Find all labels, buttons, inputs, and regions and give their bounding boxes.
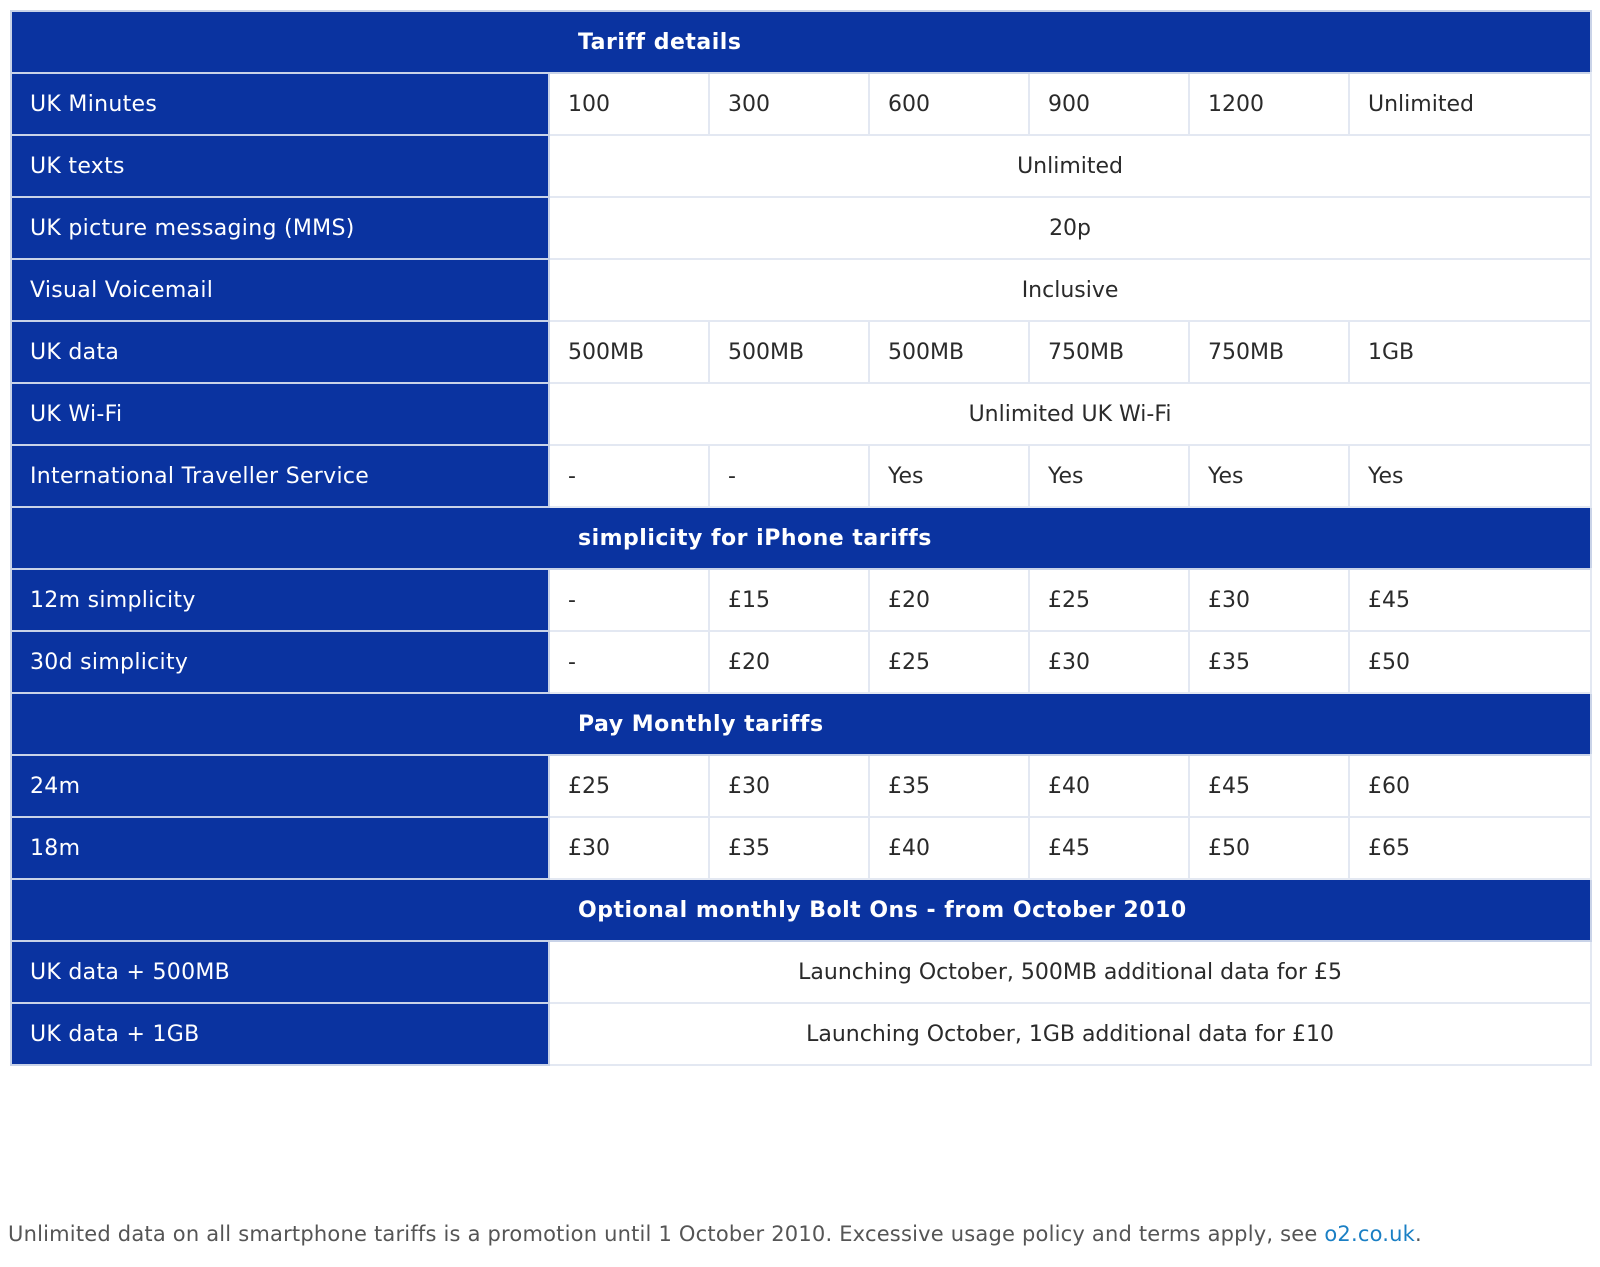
merged-value-cell: Launching October, 1GB additional data for £10 xyxy=(549,1003,1591,1065)
section-header-row xyxy=(11,879,1591,941)
value-cell: £45 xyxy=(1189,755,1349,817)
table-row xyxy=(11,135,1591,197)
value-cell: £20 xyxy=(709,631,869,693)
value-cell: - xyxy=(549,631,709,693)
section-header-row xyxy=(11,11,1591,73)
table-row xyxy=(11,383,1591,445)
value-cell: - xyxy=(549,445,709,507)
value-cell: 500MB xyxy=(869,321,1029,383)
value-cell: 500MB xyxy=(709,321,869,383)
row-label: 24m xyxy=(11,755,549,817)
merged-value-cell: 20p xyxy=(549,197,1591,259)
table-row xyxy=(11,817,1591,879)
table-row xyxy=(11,445,1591,507)
section-title: Pay Monthly tariffs xyxy=(11,693,1591,755)
value-cell: - xyxy=(709,445,869,507)
row-label: UK Minutes xyxy=(11,73,549,135)
row-label: 30d simplicity xyxy=(11,631,549,693)
value-cell: £30 xyxy=(1029,631,1189,693)
value-cell: £35 xyxy=(1189,631,1349,693)
value-cell: Yes xyxy=(869,445,1029,507)
value-cell: 600 xyxy=(869,73,1029,135)
value-cell: Yes xyxy=(1029,445,1189,507)
row-label: International Traveller Service xyxy=(11,445,549,507)
value-cell: 1GB xyxy=(1349,321,1591,383)
value-cell: 1200 xyxy=(1189,73,1349,135)
value-cell: Yes xyxy=(1349,445,1591,507)
value-cell: 100 xyxy=(549,73,709,135)
value-cell: £30 xyxy=(549,817,709,879)
value-cell: £30 xyxy=(1189,569,1349,631)
merged-value-cell: Inclusive xyxy=(549,259,1591,321)
section-title: Optional monthly Bolt Ons - from October 2010 xyxy=(11,879,1591,941)
row-label: UK data + 500MB xyxy=(11,941,549,1003)
value-cell: 900 xyxy=(1029,73,1189,135)
value-cell: 750MB xyxy=(1189,321,1349,383)
value-cell: - xyxy=(549,569,709,631)
value-cell: 500MB xyxy=(549,321,709,383)
o2-link[interactable]: o2.co.uk xyxy=(1324,1222,1416,1246)
value-cell: £45 xyxy=(1029,817,1189,879)
table-row xyxy=(11,631,1591,693)
value-cell: £65 xyxy=(1349,817,1591,879)
value-cell: £35 xyxy=(709,817,869,879)
section-header-row xyxy=(11,507,1591,569)
section-title: Tariff details xyxy=(11,11,1591,73)
value-cell: £30 xyxy=(709,755,869,817)
merged-value-cell: Launching October, 500MB additional data for £5 xyxy=(549,941,1591,1003)
value-cell: £25 xyxy=(549,755,709,817)
value-cell: £50 xyxy=(1349,631,1591,693)
value-cell: £50 xyxy=(1189,817,1349,879)
value-cell: £35 xyxy=(869,755,1029,817)
value-cell: £40 xyxy=(1029,755,1189,817)
table-row xyxy=(11,321,1591,383)
row-label: Visual Voicemail xyxy=(11,259,549,321)
table-row xyxy=(11,569,1591,631)
table-row xyxy=(11,755,1591,817)
row-label: UK texts xyxy=(11,135,549,197)
table-row xyxy=(11,941,1591,1003)
section-title: simplicity for iPhone tariffs xyxy=(11,507,1591,569)
value-cell: £60 xyxy=(1349,755,1591,817)
value-cell: Unlimited xyxy=(1349,73,1591,135)
footnote xyxy=(8,1222,1422,1246)
footnote-text: Unlimited data on all smartphone tariffs is a promotion until 1 October 2010. Excessive usage policy and terms apply, see xyxy=(8,1222,1325,1246)
table-row xyxy=(11,73,1591,135)
tariff-table xyxy=(10,10,1592,1066)
table-row xyxy=(11,197,1591,259)
row-label: UK data xyxy=(11,321,549,383)
merged-value-cell: Unlimited xyxy=(549,135,1591,197)
value-cell: £20 xyxy=(869,569,1029,631)
value-cell: 300 xyxy=(709,73,869,135)
value-cell: £40 xyxy=(869,817,1029,879)
table-row xyxy=(11,1003,1591,1065)
row-label: 18m xyxy=(11,817,549,879)
value-cell: £25 xyxy=(869,631,1029,693)
value-cell: 750MB xyxy=(1029,321,1189,383)
footnote-end: . xyxy=(1415,1222,1422,1246)
table-row xyxy=(11,259,1591,321)
value-cell: £25 xyxy=(1029,569,1189,631)
row-label: 12m simplicity xyxy=(11,569,549,631)
row-label: UK Wi-Fi xyxy=(11,383,549,445)
value-cell: Yes xyxy=(1189,445,1349,507)
value-cell: £15 xyxy=(709,569,869,631)
value-cell: £45 xyxy=(1349,569,1591,631)
merged-value-cell: Unlimited UK Wi-Fi xyxy=(549,383,1591,445)
section-header-row xyxy=(11,693,1591,755)
row-label: UK data + 1GB xyxy=(11,1003,549,1065)
row-label: UK picture messaging (MMS) xyxy=(11,197,549,259)
